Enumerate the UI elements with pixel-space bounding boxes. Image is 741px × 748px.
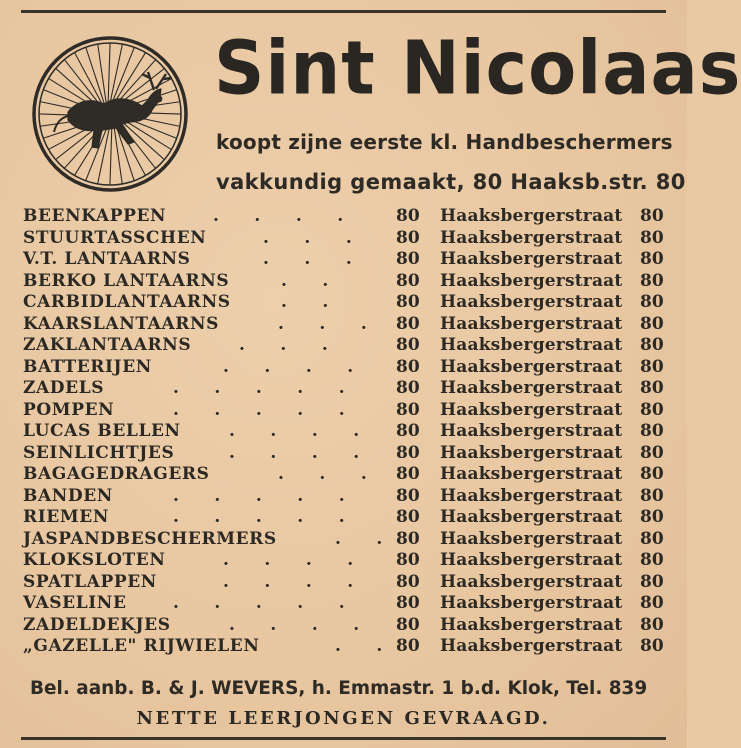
house-number: 80 [396,227,420,248]
street-name: Haaksbergerstraat [440,313,623,334]
item-name: VASELINE [23,593,127,613]
list-item [23,615,669,637]
vacancy-notice: NETTE LEERJONGEN GEVRAAGD. [136,708,551,729]
dot-leader: . . . [278,313,367,334]
street-name: Haaksbergerstraat [440,464,623,484]
house-number-right: 80 [640,528,664,549]
list-item [23,228,669,250]
subheadline-line-2: vakkundig gemaakt, 80 Haaksb.str. 80 [216,170,686,194]
item-name: BERKO LANTAARNS [23,270,230,291]
house-number: 80 [396,249,420,269]
dot-leader: . . . . [213,206,344,226]
item-name: KAARSLANTAARNS [23,313,219,334]
house-number-right: 80 [640,464,664,484]
street-name: Haaksbergerstraat [440,593,623,613]
house-number-right: 80 [640,378,664,398]
house-number: 80 [396,206,420,226]
house-number-right: 80 [640,313,664,334]
house-number-right: 80 [640,292,664,312]
list-item [23,507,669,529]
dot-leader: . . . . [223,550,354,570]
list-item [23,421,669,443]
street-name: Haaksbergerstraat [440,442,623,463]
list-item [23,593,669,615]
item-name: ZAKLANTAARNS [23,335,192,355]
dot-leader: . . . . [223,571,354,592]
house-number-right: 80 [640,550,664,570]
list-item [23,206,669,228]
house-number: 80 [396,421,420,441]
product-list [23,206,669,658]
house-number-right: 80 [640,614,664,635]
street-name: Haaksbergerstraat [440,507,623,527]
dot-leader: . . . . [229,421,360,441]
street-name: Haaksbergerstraat [440,249,623,269]
house-number: 80 [396,550,420,570]
house-number: 80 [396,313,420,334]
item-name: BATTERIJEN [23,356,152,377]
house-number: 80 [396,485,420,506]
item-name: LUCAS BELLEN [23,421,181,441]
house-number-right: 80 [640,356,664,377]
item-name: SPATLAPPEN [23,571,157,592]
list-item [23,464,669,486]
street-name: Haaksbergerstraat [440,270,623,291]
house-number-right: 80 [640,399,664,420]
house-number-right: 80 [640,270,664,291]
street-name: Haaksbergerstraat [440,206,623,226]
house-number: 80 [396,335,420,355]
house-number: 80 [396,292,420,312]
house-number-right: 80 [640,636,664,656]
house-number-right: 80 [640,421,664,441]
item-name: STUURTASSCHEN [23,227,207,248]
item-name: BANDEN [23,485,113,506]
house-number-right: 80 [640,227,664,248]
street-name: Haaksbergerstraat [440,571,623,592]
street-name: Haaksbergerstraat [440,356,623,377]
house-number-right: 80 [640,335,664,355]
house-number: 80 [396,528,420,549]
top-border-rule [21,10,666,13]
bicycle-wheel-deer-icon [30,34,190,194]
street-name: Haaksbergerstraat [440,292,623,312]
dot-leader: . . . [263,249,352,269]
house-number: 80 [396,378,420,398]
item-name: RIEMEN [23,507,109,527]
dot-leader: . . [281,292,329,312]
street-name: Haaksbergerstraat [440,636,623,656]
house-number-right: 80 [640,249,664,269]
house-number-right: 80 [640,485,664,506]
street-name: Haaksbergerstraat [440,614,623,635]
dot-leader: . . [335,636,383,656]
house-number-right: 80 [640,507,664,527]
house-number: 80 [396,356,420,377]
wheel-spoke [110,120,112,185]
bottom-border-rule [21,737,666,740]
dot-leader: . . . . [223,356,354,377]
item-name: JASPANDBESCHERMERS [23,528,277,549]
house-number: 80 [396,270,420,291]
item-name: „GAZELLE" RIJWIELEN [23,636,260,656]
list-item [23,335,669,357]
headline: Sint Nicolaas [214,24,741,112]
list-item [23,443,669,465]
house-number: 80 [396,636,420,656]
wheel-spoke [108,43,110,108]
list-item [23,292,669,314]
dot-leader: . . . [263,227,352,248]
street-name: Haaksbergerstraat [440,528,623,549]
list-item [23,249,669,271]
street-name: Haaksbergerstraat [440,378,623,398]
item-name: POMPEN [23,399,115,420]
list-item [23,271,669,293]
dot-leader: . . . . . [173,507,345,527]
list-item [23,400,669,422]
subheadline-line-1: koopt zijne eerste kl. Handbeschermers [216,130,673,154]
dot-leader: . . [281,270,329,291]
item-name: BEENKAPPEN [23,206,167,226]
item-name: CARBIDLANTAARNS [23,292,231,312]
item-name: BAGAGEDRAGERS [23,464,210,484]
house-number: 80 [396,571,420,592]
list-item [23,529,669,551]
street-name: Haaksbergerstraat [440,335,623,355]
house-number: 80 [396,399,420,420]
item-name: KLOKSLOTEN [23,550,166,570]
dot-leader: . . . . . [173,593,345,613]
dot-leader: . . . . . [173,485,345,506]
item-name: V.T. LANTAARNS [23,249,191,269]
house-number: 80 [396,614,420,635]
list-item [23,314,669,336]
street-name: Haaksbergerstraat [440,485,623,506]
house-number: 80 [396,593,420,613]
list-item [23,550,669,572]
item-name: ZADELS [23,378,105,398]
dot-leader: . . . [278,464,367,484]
contact-line: Bel. aanb. B. & J. WEVERS, h. Emmastr. 1 b.d. Klok, Tel. 839 [30,677,648,699]
dot-leader: . . . . [229,614,360,635]
street-name: Haaksbergerstraat [440,399,623,420]
house-number: 80 [396,464,420,484]
dot-leader: . . . . . [173,399,345,420]
list-item [23,378,669,400]
street-name: Haaksbergerstraat [440,550,623,570]
house-number-right: 80 [640,442,664,463]
street-name: Haaksbergerstraat [440,421,623,441]
list-item [23,636,669,658]
dot-leader: . . . . [229,442,360,463]
dot-leader: . . . [239,335,328,355]
item-name: SEINLICHTJES [23,442,175,463]
dot-leader: . . . . . [173,378,345,398]
house-number: 80 [396,507,420,527]
dot-leader: . . [335,528,383,549]
item-name: ZADELDEKJES [23,614,171,635]
house-number-right: 80 [640,206,664,226]
list-item [23,572,669,594]
list-item [23,357,669,379]
list-item [23,486,669,508]
house-number: 80 [396,442,420,463]
house-number-right: 80 [640,593,664,613]
street-name: Haaksbergerstraat [440,227,623,248]
house-number-right: 80 [640,571,664,592]
